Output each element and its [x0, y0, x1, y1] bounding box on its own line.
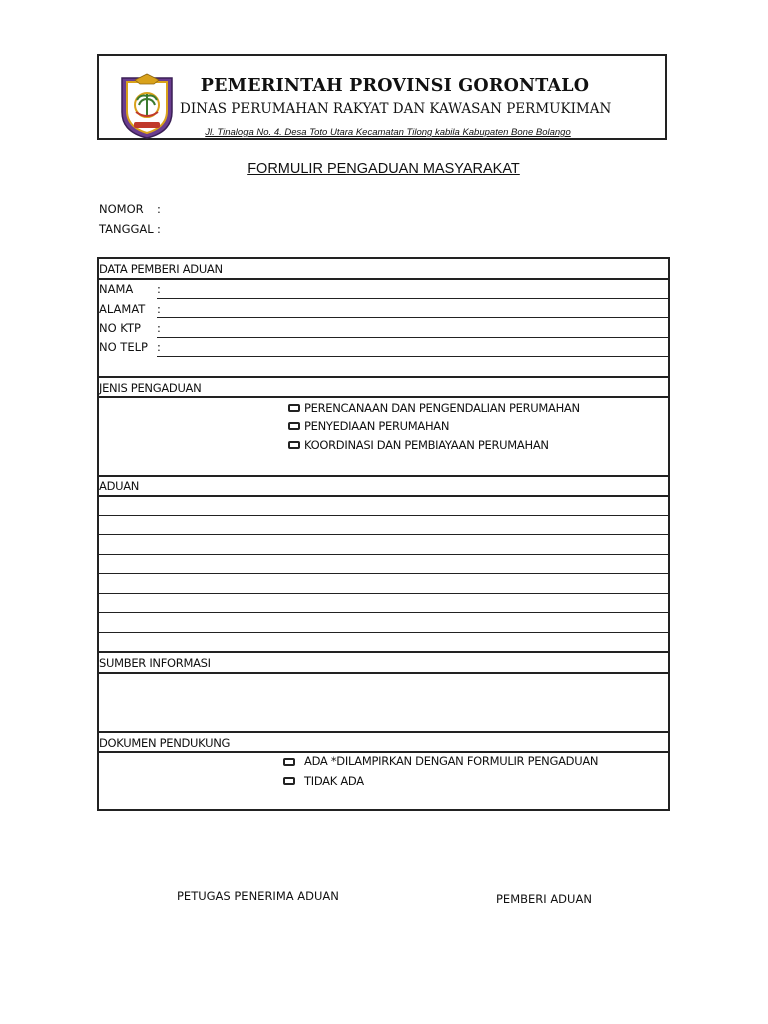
tanggal-separator: :: [157, 222, 161, 236]
officer-signature-label: PETUGAS PENERIMA ADUAN: [177, 889, 339, 903]
complaint-line: [97, 593, 670, 594]
checkbox-tidak-ada[interactable]: [283, 777, 295, 785]
divider: [97, 731, 670, 733]
nomor-label: NOMOR: [99, 202, 144, 216]
complaint-line: [97, 554, 670, 555]
form-title: FORMULIR PENGADUAN MASYARAKAT: [247, 161, 520, 177]
option-ada-label: ADA *DILAMPIRKAN DENGAN FORMULIR PENGADUAN: [304, 754, 599, 768]
alamat-separator: :: [157, 302, 161, 316]
nomor-separator: :: [157, 202, 161, 216]
nama-field[interactable]: [168, 280, 668, 297]
nama-separator: :: [157, 282, 161, 296]
divider: [97, 396, 670, 398]
agency-address: Jl. Tinaloga No. 4. Desa Toto Utara Kecamatan Tilong kabila Kabupaten Bone Bolango: [205, 127, 571, 138]
option-tidak-ada-label: TIDAK ADA: [304, 774, 364, 788]
no-telp-separator: :: [157, 340, 161, 354]
nama-label: NAMA: [99, 282, 134, 296]
documents-section-heading: DOKUMEN PENDUKUNG: [99, 736, 231, 750]
no-ktp-separator: :: [157, 321, 161, 335]
tanggal-field[interactable]: [168, 218, 468, 236]
divider: [97, 751, 670, 753]
alamat-field[interactable]: [168, 300, 668, 317]
option-perencanaan-label: PERENCANAAN DAN PENGENDALIAN PERUMAHAN: [304, 401, 580, 415]
no-ktp-field[interactable]: [168, 319, 668, 336]
no-ktp-label: NO KTP: [99, 321, 141, 335]
checkbox-ada[interactable]: [283, 758, 295, 766]
tanggal-label: TANGGAL: [99, 222, 154, 236]
checkbox-koordinasi[interactable]: [288, 441, 300, 449]
no-telp-label: NO TELP: [99, 340, 148, 354]
complaint-type-section-heading: JENIS PENGADUAN: [99, 381, 202, 395]
checkbox-perencanaan[interactable]: [288, 404, 300, 412]
complaint-line: [97, 632, 670, 633]
complaint-line: [97, 612, 670, 613]
gorontalo-emblem-icon: [118, 72, 176, 140]
option-penyediaan-label: PENYEDIAAN PERUMAHAN: [304, 419, 450, 433]
divider: [97, 376, 670, 378]
alamat-underline: [157, 317, 670, 318]
complaint-line: [97, 573, 670, 574]
nomor-field[interactable]: [168, 198, 468, 216]
nama-underline: [157, 298, 670, 299]
complaint-section-heading: ADUAN: [99, 479, 140, 493]
info-source-text-area[interactable]: [99, 674, 667, 730]
complainant-signature-label: PEMBERI ADUAN: [496, 892, 592, 906]
divider: [97, 651, 670, 653]
alamat-label: ALAMAT: [99, 302, 146, 316]
complaint-line: [97, 515, 670, 516]
option-koordinasi-label: KOORDINASI DAN PEMBIAYAAN PERUMAHAN: [304, 438, 549, 452]
no-telp-field[interactable]: [168, 338, 668, 355]
checkbox-penyediaan[interactable]: [288, 422, 300, 430]
complainant-section-heading: DATA PEMBERI ADUAN: [99, 262, 223, 276]
divider: [97, 475, 670, 477]
agency-name: DINAS PERUMAHAN RAKYAT DAN KAWASAN PERMUKIMAN: [180, 101, 612, 117]
complaint-line: [97, 534, 670, 535]
government-title: PEMERINTAH PROVINSI GORONTALO: [200, 76, 590, 96]
info-source-section-heading: SUMBER INFORMASI: [99, 656, 211, 670]
no-telp-underline: [157, 356, 670, 357]
